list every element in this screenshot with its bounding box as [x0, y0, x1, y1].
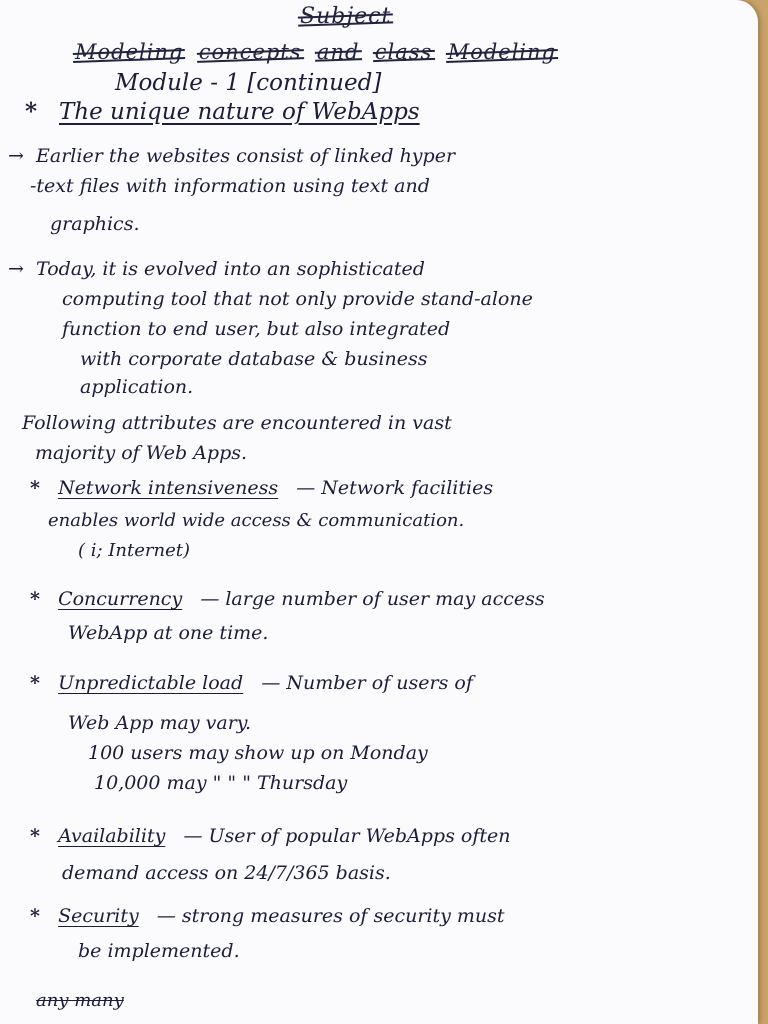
asterisk-bullet: *: [30, 905, 40, 927]
intro-2-line-4: with corporate database & business: [80, 348, 428, 370]
attr-security: * Security — strong measures of security must: [30, 905, 505, 927]
attr-load-line-4: 10,000 may " " " Thursday: [94, 772, 348, 794]
module-heading: Module - 1 [continued]: [115, 70, 382, 96]
attr-network-line-2: enables world wide access & communication.: [48, 510, 465, 531]
attr-term: Concurrency: [58, 588, 183, 610]
asterisk-bullet: *: [30, 825, 40, 847]
section-heading: * The unique nature of WebApps: [25, 98, 420, 125]
attr-load-line-2: Web App may vary.: [68, 712, 252, 734]
attr-availability-line-2: demand access on 24/7/365 basis.: [62, 862, 391, 884]
asterisk-bullet: *: [30, 588, 40, 610]
struck-footer-text: any many: [36, 990, 124, 1011]
intro-1-line-3: graphics.: [50, 213, 140, 235]
attr-network: * Network intensiveness — Network facilities: [30, 477, 494, 499]
attr-term: Unpredictable load: [58, 672, 244, 694]
intro-1-line-1: → Earlier the websites consist of linked hyper: [8, 145, 456, 167]
arrow-bullet: →: [8, 145, 24, 167]
attr-load: * Unpredictable load — Number of users of: [30, 672, 473, 694]
attr-load-line-3: 100 users may show up on Monday: [88, 742, 428, 764]
asterisk-bullet: *: [25, 98, 38, 125]
attr-term: Availability: [58, 825, 166, 847]
intro-1-line-2: -text files with information using text and: [30, 175, 430, 197]
attr-term: Network intensiveness: [58, 477, 279, 499]
intro-2-line-3: function to end user, but also integrated: [62, 318, 451, 340]
attr-security-line-2: be implemented.: [78, 940, 240, 962]
following-line-2: majority of Web Apps.: [35, 442, 248, 464]
arrow-bullet: →: [8, 258, 24, 280]
asterisk-bullet: *: [30, 477, 40, 499]
scribbled-title: Modeling concepts and class Modeling: [75, 40, 557, 64]
intro-2-line-2: computing tool that not only provide stand-alone: [62, 288, 533, 310]
attr-network-line-3: ( i; Internet): [78, 540, 190, 561]
intro-2-line-1: → Today, it is evolved into an sophisticated: [8, 258, 425, 280]
asterisk-bullet: *: [30, 672, 40, 694]
attr-availability: * Availability — User of popular WebApps often: [30, 825, 511, 847]
scribbled-subject: Subject: [300, 4, 392, 29]
attr-term: Security: [58, 905, 139, 927]
intro-2-line-5: application.: [80, 376, 194, 398]
following-line-1: Following attributes are encountered in vast: [22, 412, 452, 434]
attr-concurrency-line-2: WebApp at one time.: [68, 622, 269, 644]
attr-concurrency: * Concurrency — large number of user may access: [30, 588, 545, 610]
